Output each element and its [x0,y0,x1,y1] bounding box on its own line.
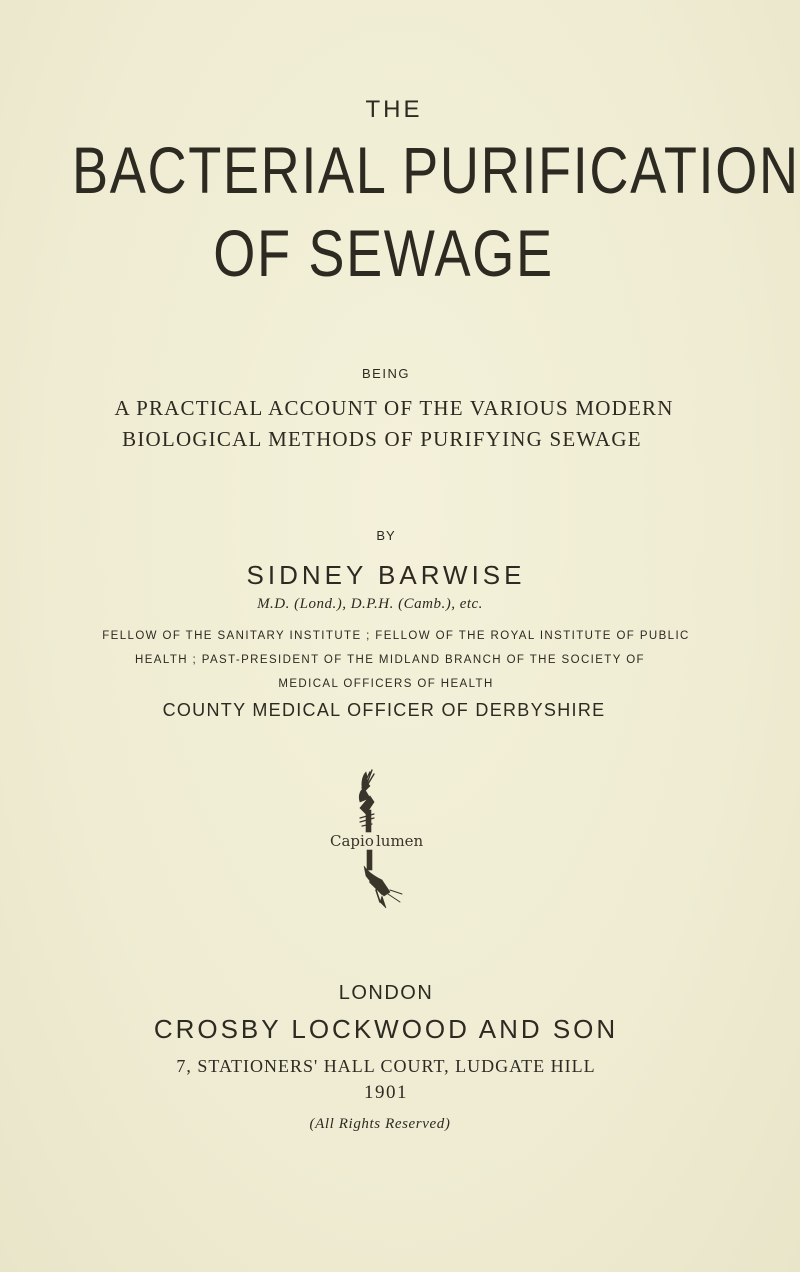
author-degrees: M.D. (Lond.), D.P.H. (Camb.), etc. [257,596,483,612]
publication-year: 1901 [364,1082,408,1103]
device-word-left: Capio [330,832,374,850]
publisher-address: 7, STATIONERS' HALL COURT, LUDGATE HILL [176,1056,596,1076]
credentials-line-1: FELLOW OF THE SANITARY INSTITUTE ; FELLOW OF THE ROYAL INSTITUTE OF PUBLIC [102,630,690,642]
publisher-name: CROSBY LOCKWOOD AND SON [153,1014,619,1044]
by-label: BY [376,528,396,543]
publisher-device-emblem [330,762,450,922]
being-label: BEING [362,366,410,381]
rights-notice: (All Rights Reserved) [309,1116,451,1132]
heading-the: THE [365,96,423,123]
book-title-line-2: OF SEWAGE [213,216,554,290]
subtitle-line-2: BIOLOGICAL METHODS OF PURIFYING SEWAGE [122,427,642,451]
device-word-right: lumen [376,832,424,850]
subtitle-line-1: A PRACTICAL ACCOUNT OF THE VARIOUS MODERN [114,396,674,420]
book-title-line-1: BACTERIAL PURIFICATION [72,133,800,207]
author-position: COUNTY MEDICAL OFFICER OF DERBYSHIRE [162,700,606,720]
credentials-line-3: MEDICAL OFFICERS OF HEALTH [278,678,494,690]
imprint-city: LONDON [338,982,434,1004]
author-name: SIDNEY BARWISE [246,560,526,590]
credentials-line-2: HEALTH ; PAST-PRESIDENT OF THE MIDLAND BRANCH OF THE SOCIETY OF [135,654,645,666]
